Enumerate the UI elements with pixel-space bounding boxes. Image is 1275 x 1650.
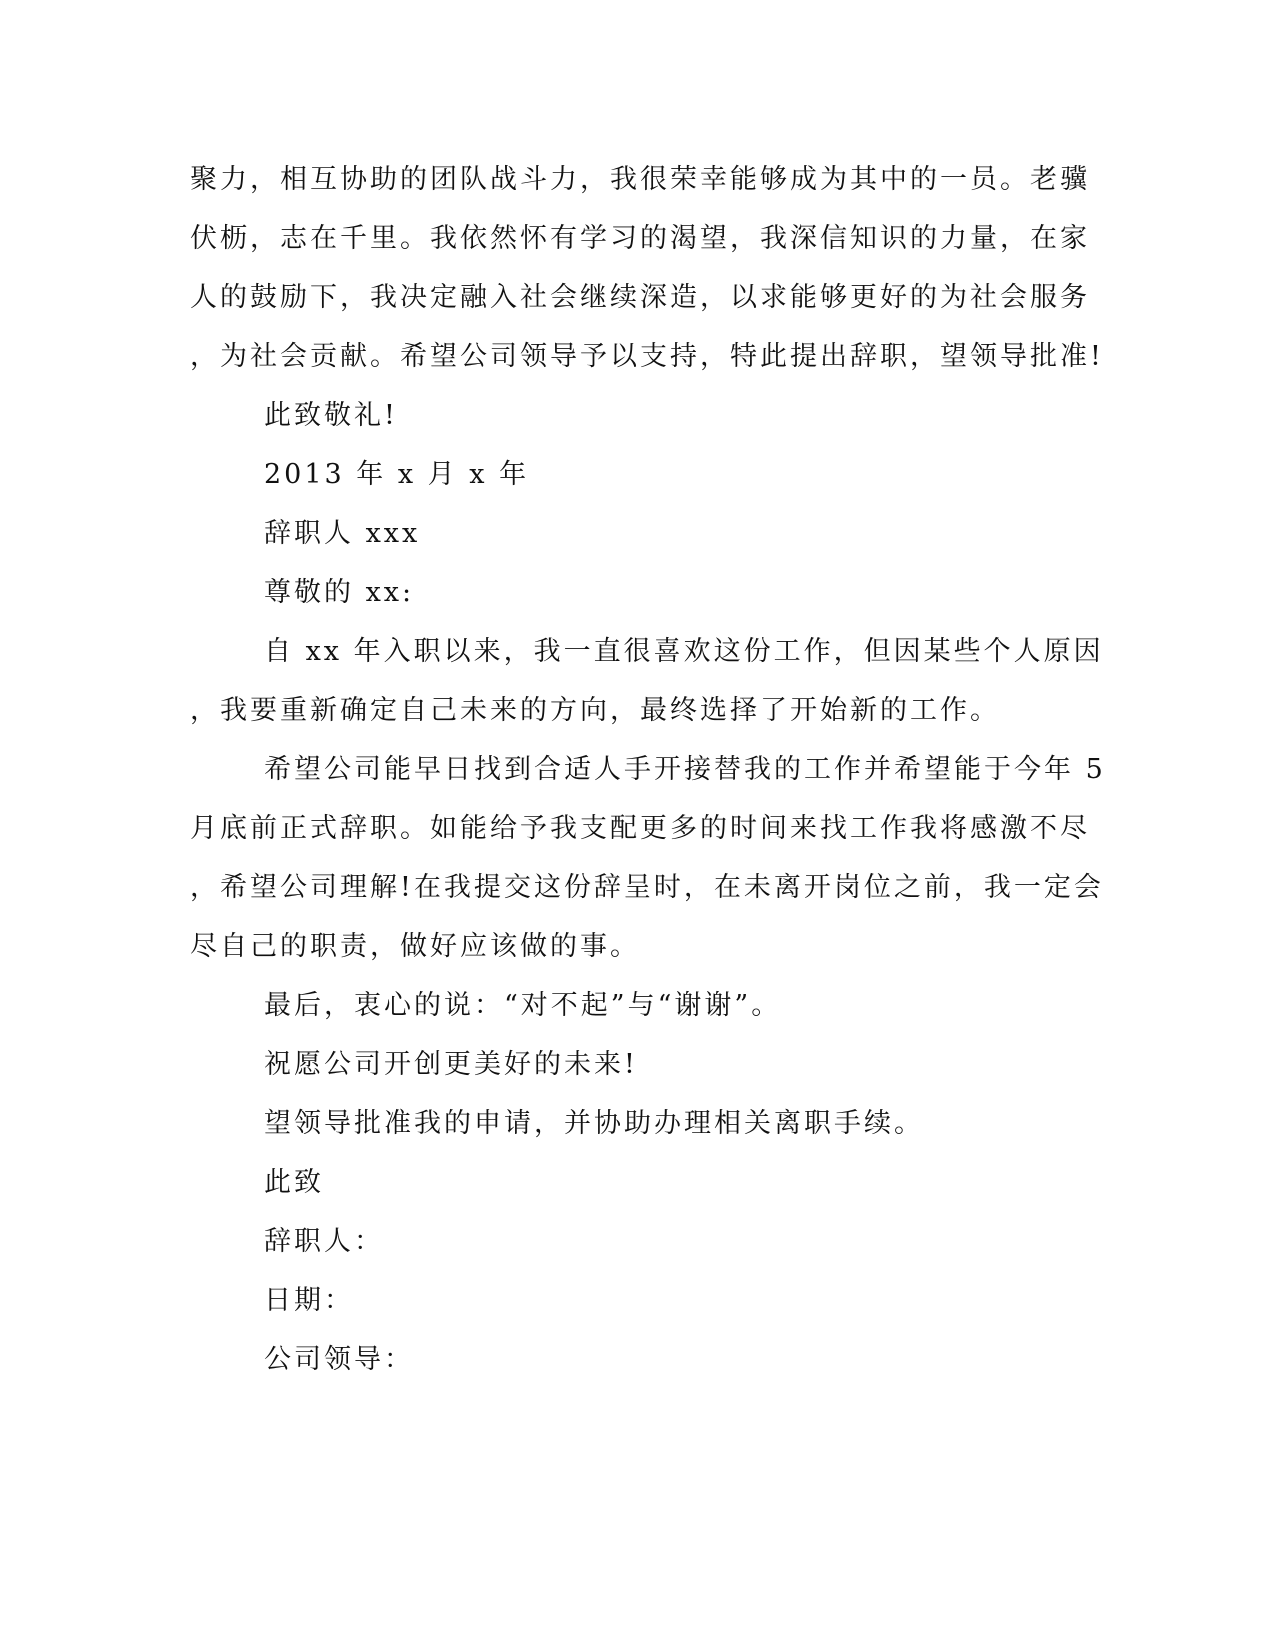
text-line: 此致敬礼! xyxy=(264,400,398,431)
closing-line: 此致 xyxy=(264,1167,324,1198)
signature-line: 辞职人 xxx xyxy=(264,518,421,549)
text-line: 月底前正式辞职。如能给予我支配更多的时间来找工作我将感激不尽 xyxy=(190,813,1090,844)
date-field-label: 日期： xyxy=(264,1285,354,1316)
text-line: ，我要重新确定自己未来的方向，最终选择了开始新的工作。 xyxy=(190,695,1000,726)
company-leader-field-label: 公司领导： xyxy=(264,1344,414,1375)
text-line: 自 xx 年入职以来，我一直很喜欢这份工作，但因某些个人原因 xyxy=(264,636,1104,667)
text-line: 最后，衷心的说：“对不起”与“谢谢”。 xyxy=(264,990,782,1021)
text-line: 聚力，相互协助的团队战斗力，我很荣幸能够成为其中的一员。老骥 xyxy=(190,164,1090,195)
resigner-field-label: 辞职人： xyxy=(264,1226,384,1257)
text-line: 祝愿公司开创更美好的未来! xyxy=(264,1049,638,1080)
date-line: 2013 年 x 月 x 年 xyxy=(264,459,530,490)
text-line: 望领导批准我的申请，并协助办理相关离职手续。 xyxy=(264,1108,924,1139)
salutation: 尊敬的 xx: xyxy=(264,577,415,608)
text-line: 希望公司能早日找到合适人手开接替我的工作并希望能于今年 5 xyxy=(264,754,1106,785)
text-line: 人的鼓励下，我决定融入社会继续深造，以求能够更好的为社会服务 xyxy=(190,282,1090,313)
text-line: ，为社会贡献。希望公司领导予以支持，特此提出辞职，望领导批准! xyxy=(190,341,1104,372)
text-line: 伏枥，志在千里。我依然怀有学习的渴望，我深信知识的力量，在家 xyxy=(190,223,1090,254)
text-line: 尽自己的职责，做好应该做的事。 xyxy=(190,931,640,962)
text-line: ，希望公司理解!在我提交这份辞呈时，在未离开岗位之前，我一定会 xyxy=(190,872,1104,903)
